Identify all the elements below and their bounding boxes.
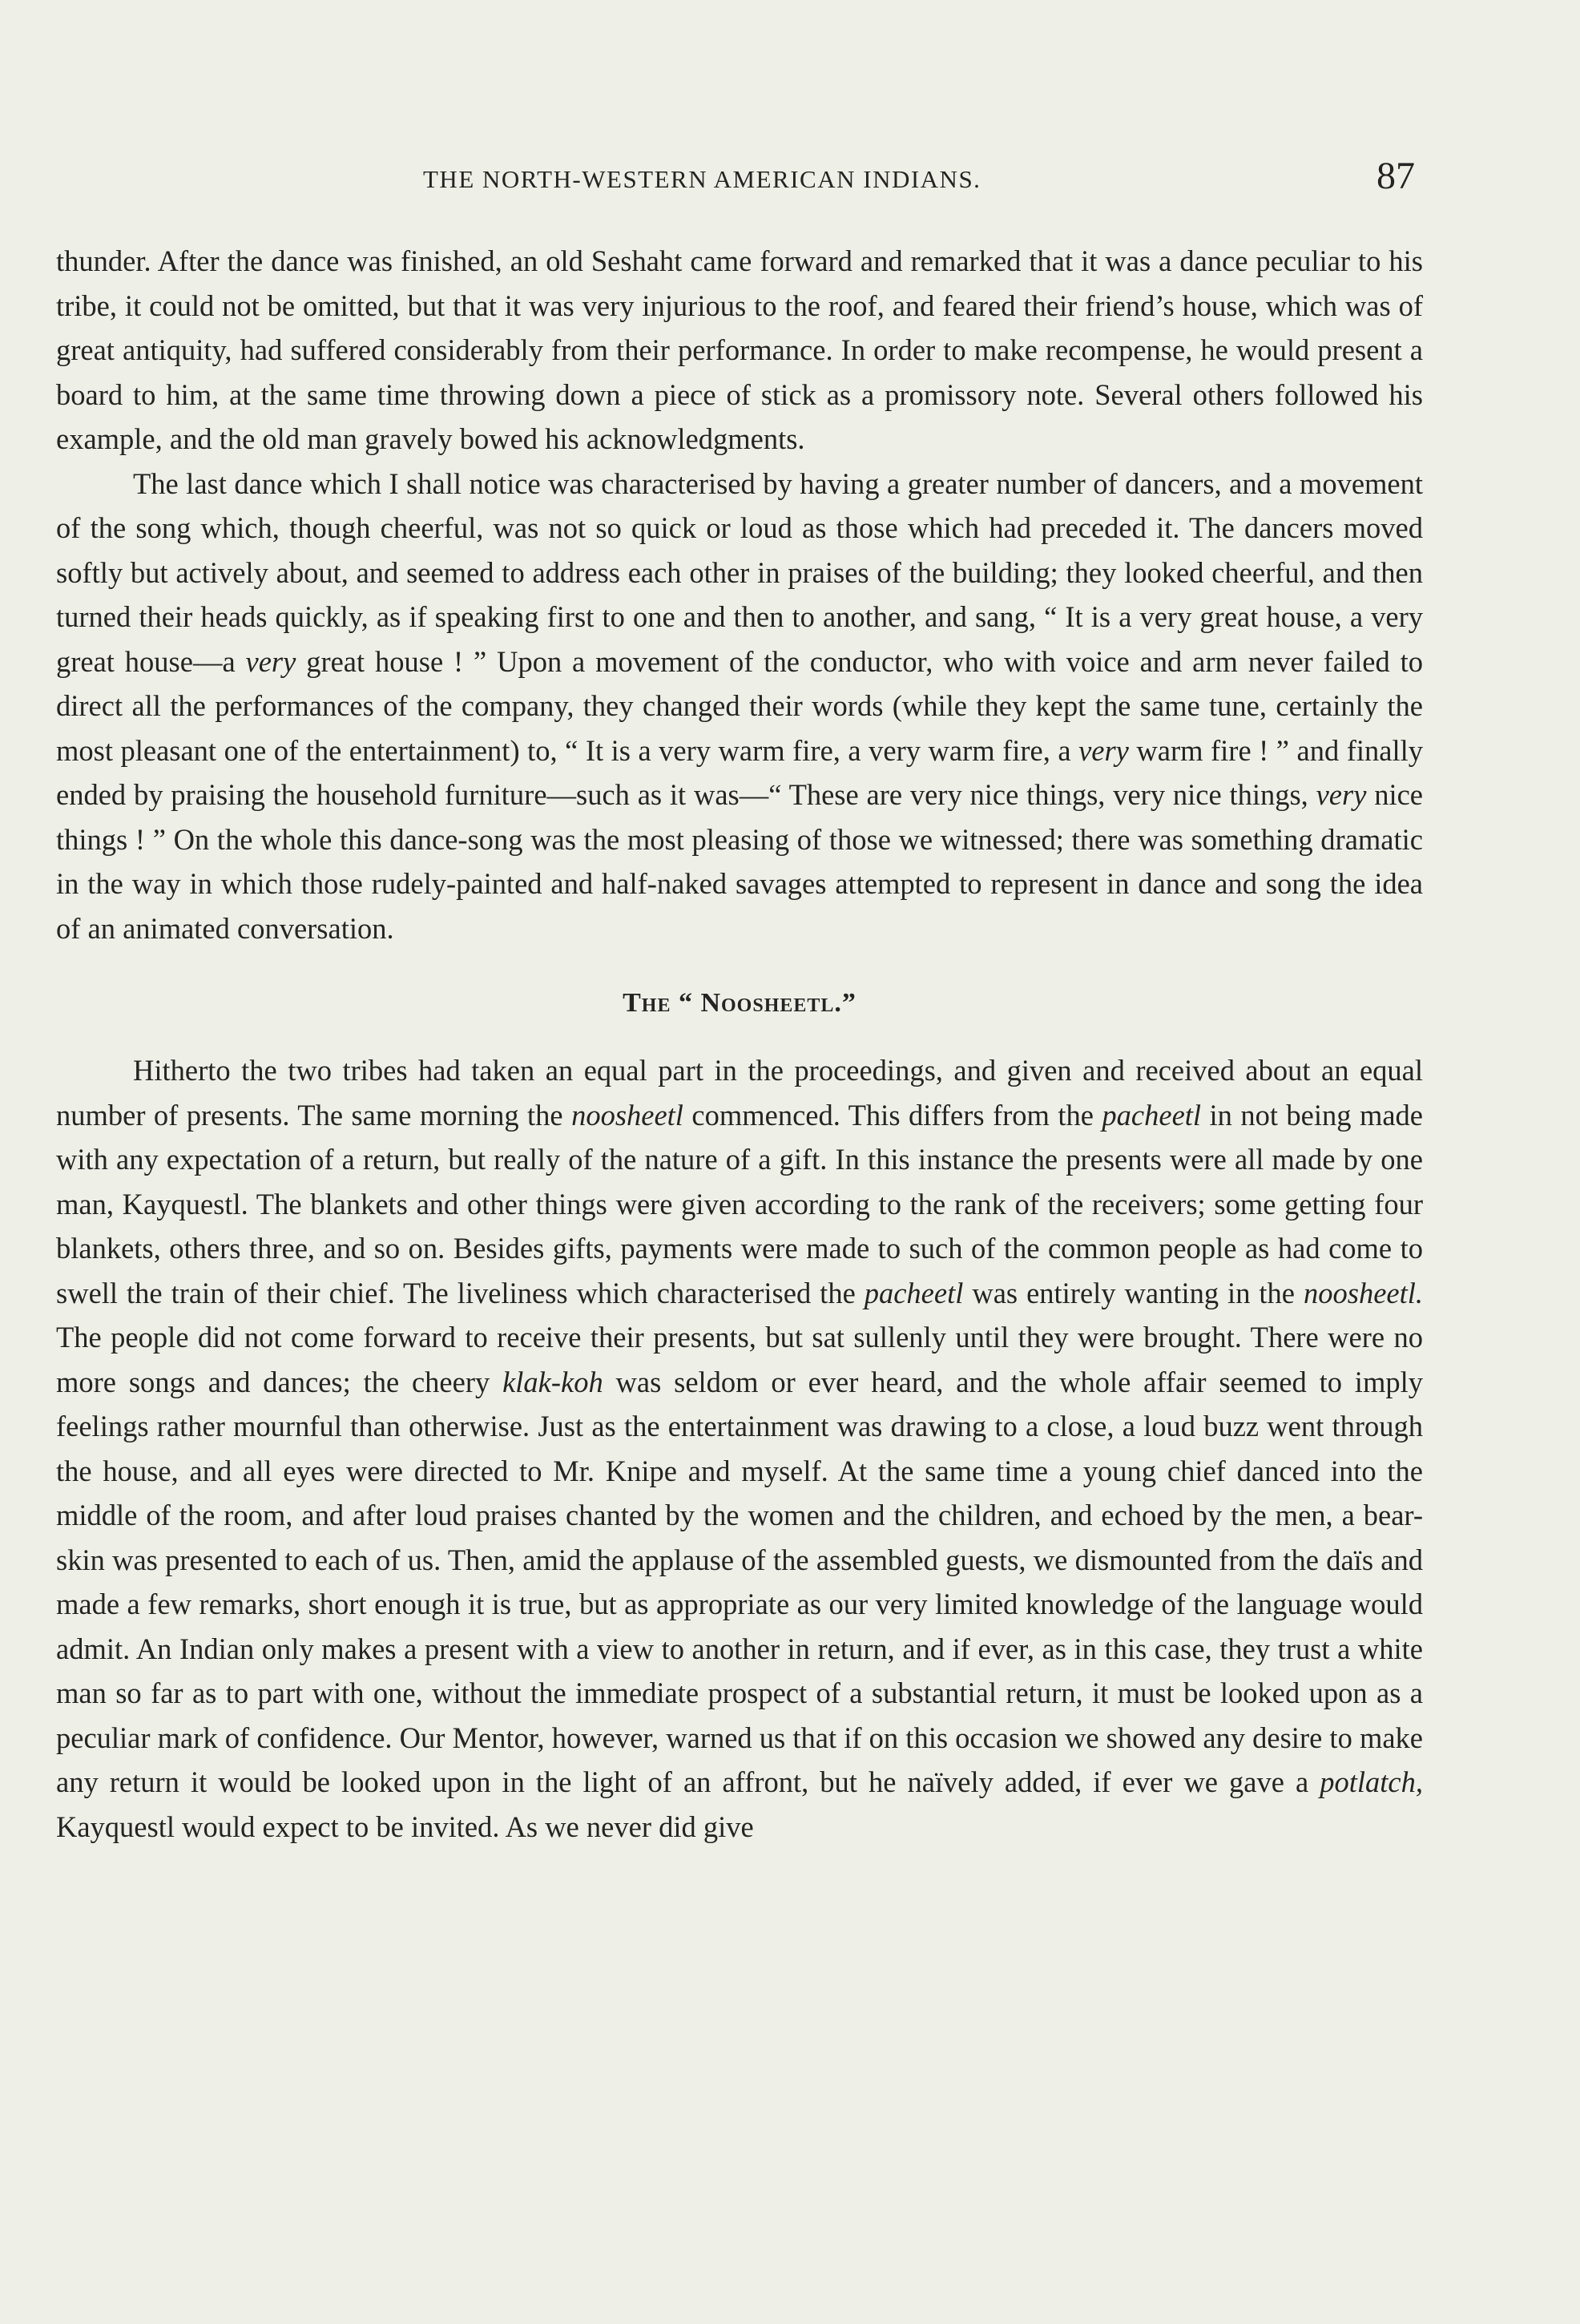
page-number: 87: [1376, 155, 1415, 197]
text-run: in not being made with any expectation of a return, but really of the nature of a gift. In this instance the presents were all made by one man, Kayquestl. The blankets and other things were given according to the rank of the receivers; some getting four blankets, others three, and so on. Besides gifts, payments were made to such of the common people as had come to swell the train of their chief. The liveliness which characterised the: [56, 1098, 1423, 1309]
italic-term: very: [1316, 778, 1367, 811]
text-run: was seldom or ever heard, and the whole affair seemed to imply feelings rather mournful than otherwise. Just as the entertainment was drawing to a close, a loud buzz went through the house, and all eyes were directed to Mr. Knipe and myself. At the same time a young chief danced into the middle of the room, and after loud praises chanted by the women and the children, and echoed by the men, a bear-skin was presented to each of us. Then, amid the applause of the assembled guests, we dismounted from the daïs and made a few remarks, short enough it is true, but as appropriate as our very limited knowledge of the language would admit. An Indian only makes a present with a view to another in return, and if ever, as in this case, they trust a white man so far as to part with one, without the immediate prospect of a substantial return, it must be looked upon as a peculiar mark of confidence. Our Mentor, however, warned us that if on this occasion we showed any desire to make any return it would be looked upon in the light of an affront, but he naïvely added, if ever we gave a: [56, 1365, 1423, 1798]
italic-term: pacheetl: [1102, 1098, 1202, 1132]
italic-term: pacheetl: [864, 1276, 964, 1309]
italic-term: potlatch,: [1320, 1765, 1423, 1798]
paragraph-3: [56, 1048, 1423, 1849]
text-run: warm fire ! ” and finally ended by praising the household furniture—such as it was—“ These are very nice things, very nice things,: [56, 733, 1423, 811]
text-run: thunder. After the dance was finished, an old Seshaht came forward and remarked that it was a dance peculiar to his tribe, it could not be omitted, but that it was very injurious to the roof, and feared their friend’s house, which was of great antiquity, had suffered considerably from their performance. In order to make recompense, he would present a board to him, at the same time throwing down a piece of stick as a promissory note. Several others followed his example, and the old man gravely bowed his acknowledgments.: [56, 244, 1423, 455]
text-run: Hitherto the two tribes had taken an equal part in the proceedings, and given and received about an equal number of presents. The same morning the: [56, 1054, 1423, 1132]
text-run: commenced. This differs from the: [683, 1098, 1102, 1132]
italic-term: noosheetl: [571, 1098, 683, 1132]
italic-term: klak-koh: [502, 1365, 603, 1398]
paragraph-2: [56, 462, 1423, 951]
text-run: was entirely wanting in the: [963, 1276, 1304, 1309]
section-heading-prefix: The: [623, 988, 671, 1018]
text-run: The people did not come forward to receive their presents, but sat sullenly until they were brought. There were no more songs and dances; the cheery: [56, 1321, 1423, 1398]
running-head: THE NORTH-WESTERN AMERICAN INDIANS.: [423, 165, 981, 193]
page-header: [0, 157, 1580, 213]
italic-term: very: [245, 644, 296, 678]
section-heading-title: “ Noosheetl.”: [678, 988, 857, 1018]
section-heading: [56, 979, 1423, 1027]
italic-term: noosheetl.: [1303, 1276, 1423, 1309]
text-run: nice things ! ” On the whole this dance-song was the most pleasing of those we witnessed; there was something dramatic in the way in which those rudely-painted and half-naked savages attempted to represent in dance and song the idea of an animated conversation.: [56, 778, 1424, 945]
page-body: [56, 239, 1423, 1849]
text-run: Kayquestl would expect to be invited. As we never did give: [56, 1810, 754, 1843]
italic-term: very: [1078, 733, 1129, 767]
text-run: great house ! ” Upon a movement of the conductor, who with voice and arm never failed to direct all the performances of the company, they changed their words (while they kept the same tune, certainly the most pleasant one of the entertainment) to, “ It is a very warm fire, a very warm fire, a: [56, 644, 1424, 767]
paragraph-1: [56, 239, 1423, 462]
text-run: The last dance which I shall notice was characterised by having a greater number of dancers, and a movement of the song which, though cheerful, was not so quick or loud as those which had preceded it. The dancers moved softly but actively about, and seemed to address each other in praises of the building; they looked cheerful, and then turned their heads quickly, as if speaking first to one and then to another, and sang, “ It is a very great house, a very great house—a: [56, 466, 1423, 678]
